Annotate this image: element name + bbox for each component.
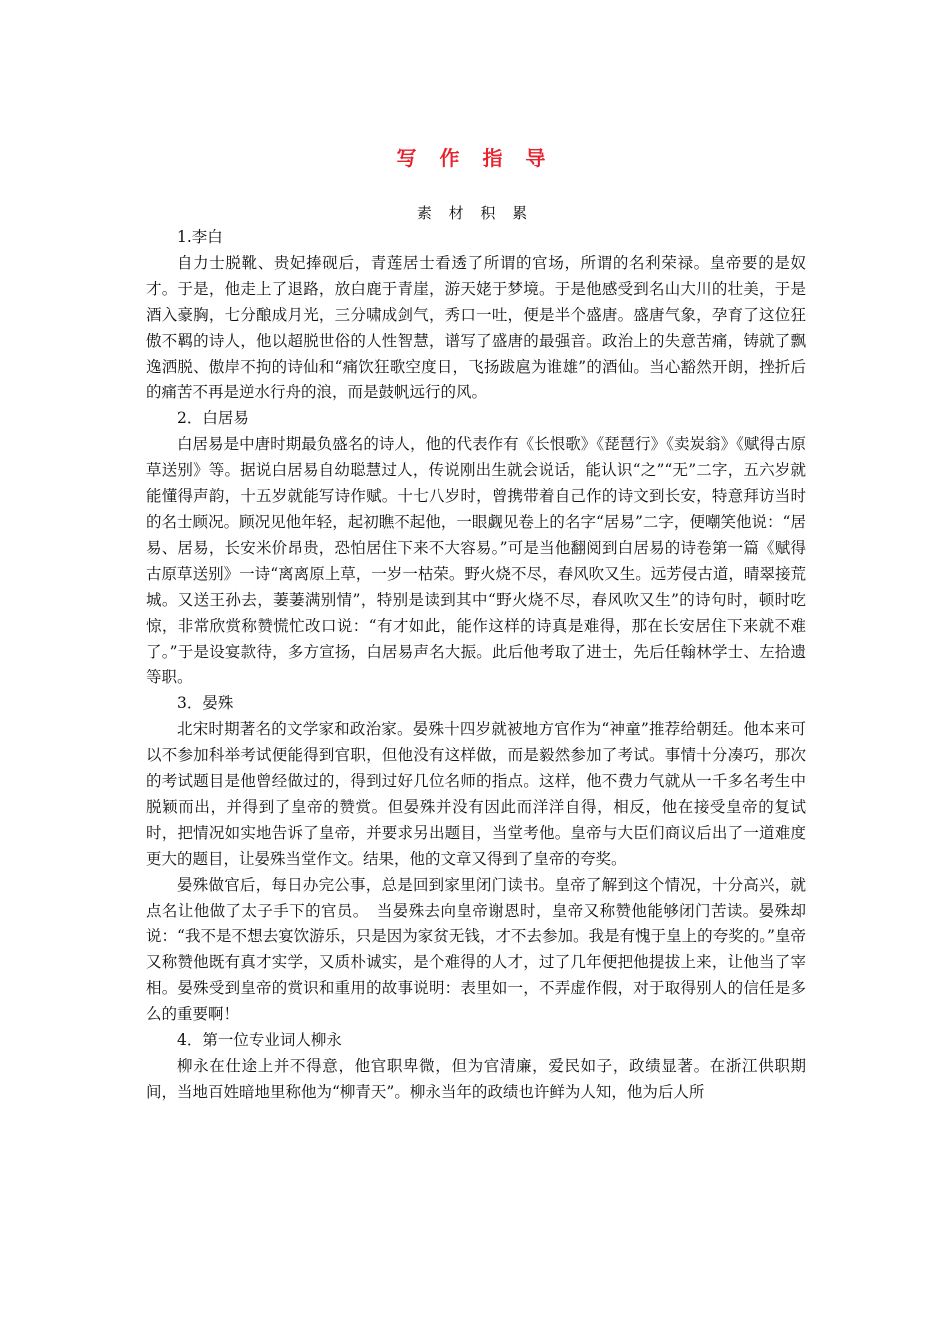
paragraph-yan-shu-2: 晏殊做官后，每日办完公事，总是回到家里闭门读书。皇帝了解到这个情况，十分高兴，就点名让他做了太子手下的官员。 当晏殊去向皇帝谢恩时，皇帝又称赞他能够闭门苦读。晏殊却说：“我不是不想去宴饮游乐，只是因为家贫无钱，才不去参加。我是有愧于皇上的夸奖的。”皇帝又称赞他既有真才实学，又质朴诚实，是个难得的人才，过了几年便把他提拔上来，让他当了宰相。晏殊受到皇帝的赏识和重用的故事说明：表里如一，不弄虚作假，对于取得别人的信任是多么的重要啊！ <box>146 875 806 1024</box>
section-subtitle: 素 材 积 累 <box>416 204 534 222</box>
section-heading-bai-juyi: 2．白居易 <box>177 409 249 428</box>
paragraph-bai-juyi: 白居易是中唐时期最负盛名的诗人，他的代表作有《长恨歌》《琵琶行》《卖炭翁》《赋得古原草送别》等。据说白居易自幼聪慧过人，传说刚出生就会说话，能认识“之”“无”二字，五六岁就能懂得声韵，十五岁就能写诗作赋。十七八岁时，曾携带着自己作的诗文到长安，特意拜访当时的名士顾况。顾况见他年轻，起初瞧不起他，一眼觑见卷上的名字“居易”二字，便嘲笑他说：“居易、居易，长安米价昂贵，恐怕居住下来不大容易。”可是当他翻阅到白居易的诗卷第一篇《赋得古原草送别》一诗“离离原上草，一岁一枯荣。野火烧不尽，春风吹又生。远芳侵古道，晴翠接荒城。又送王孙去，萋萋满别情”，特别是读到其中“野火烧不尽，春风吹又生”的诗句时，顿时吃惊，非常欣赏称赞慌忙改口说：“有才如此，能作这样的诗真是难得，那在长安居住下来就不难了。”于是设宴款待，多方宣扬，白居易声名大振。此后他考取了进士，先后任翰林学士、左拾遗等职。 <box>146 435 806 687</box>
section-heading-yan-shu: 3．晏殊 <box>177 694 234 713</box>
paragraph-li-bai: 自力士脱靴、贵妃捧砚后，青莲居士看透了所谓的官场，所谓的名利荣禄。皇帝要的是奴才。于是，他走上了退路，放白鹿于青崖，游天姥于梦境。于是他感受到名山大川的壮美，于是酒入豪胸，七分酿成月光，三分啸成剑气，秀口一吐，便是半个盛唐。盛唐气象，孕育了这位狂傲不羁的诗人，他以超脱世俗的人性智慧，谱写了盛唐的最强音。政治上的失意苦痛，铸就了飘逸洒脱、傲岸不拘的诗仙和“痛饮狂歌空度日，飞扬跋扈为谁雄”的酒仙。当心豁然开朗，挫折后的痛苦不再是逆水行舟的浪，而是鼓帆远行的风。 <box>146 253 806 402</box>
page-title: 写 作 指 导 <box>396 146 554 170</box>
paragraph-liu-yong: 柳永在仕途上并不得意，他官职卑微，但为官清廉，爱民如子，政绩显著。在浙江供职期间，当地百姓暗地里称他为“柳青天”。柳永当年的政绩也许鲜为人知，他为后人所 <box>146 1057 806 1101</box>
section-heading-liu-yong: 4．第一位专业词人柳永 <box>177 1031 342 1050</box>
paragraph-yan-shu-1: 北宋时期著名的文学家和政治家。晏殊十四岁就被地方官作为“神童”推荐给朝廷。他本来可以不参加科举考试便能得到官职，但他没有这样做，而是毅然参加了考试。事情十分凑巧，那次的考试题目是他曾经做过的，得到过好几位名师的指点。这样，他不费力气就从一千多名考生中脱颖而出，并得到了皇帝的赞赏。但晏殊并没有因此而洋洋自得，相反，他在接受皇帝的复试时，把情况如实地告诉了皇帝，并要求另出题目，当堂考他。皇帝与大臣们商议后出了一道难度更大的题目，让晏殊当堂作文。结果，他的文章又得到了皇帝的夸奖。 <box>146 720 806 868</box>
document-body <box>146 225 806 1106</box>
section-heading-li-bai: 1.李白 <box>177 228 223 246</box>
